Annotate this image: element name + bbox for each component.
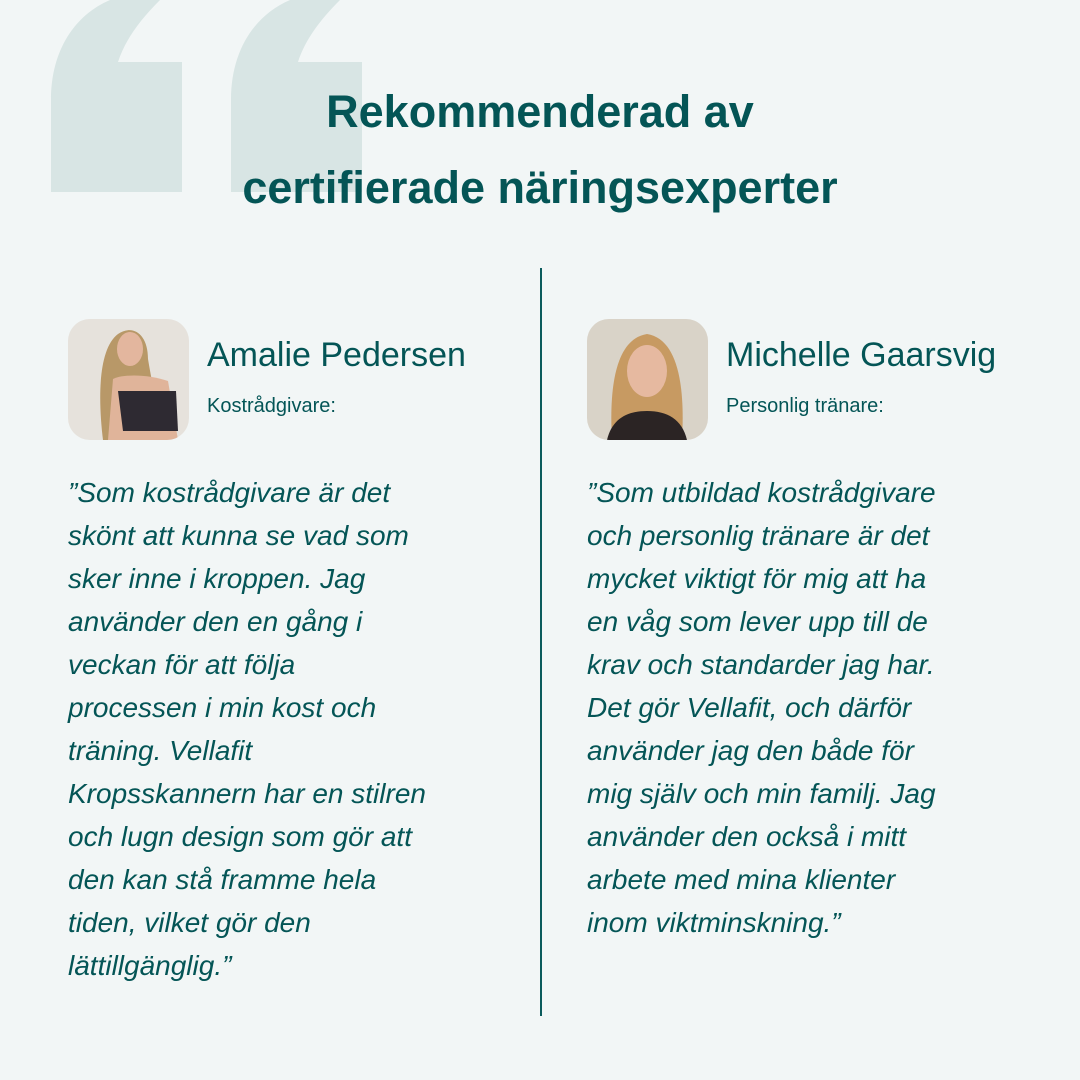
testimonial-name: Amalie Pedersen — [207, 336, 466, 374]
testimonial-name: Michelle Gaarsvig — [726, 336, 997, 374]
testimonial-role: Kostrådgivare: — [207, 395, 336, 417]
avatar — [68, 319, 189, 440]
avatar — [587, 319, 708, 440]
testimonial-quote: ”Som utbildad kostrådgivare och personlig tränare är det mycket viktigt för mig att ha en våg som lever upp till de krav och standarder jag har. Det gör Vellafit, och därför använder jag den både för mig själv och min familj. Jag använder den också i mitt arbete med mina klienter inom viktminskning.” — [587, 477, 936, 938]
title-line-1: Rekommenderad av — [326, 86, 754, 137]
testimonial-role: Personlig tränare: — [726, 395, 884, 417]
divider — [540, 268, 542, 1016]
title-line-2: certifierade näringsexperter — [242, 162, 838, 213]
testimonial-quote: ”Som kostrådgivare är det skönt att kunna se vad som sker inne i kroppen. Jag använder den en gång i veckan för att följa processen i min kost och träning. Vellafit Kropsskannern har en stilren och lugn design som gör att den kan stå framme hela tiden, vilket gör den lättillgänglig.” — [68, 477, 426, 981]
page-title — [0, 74, 1080, 226]
